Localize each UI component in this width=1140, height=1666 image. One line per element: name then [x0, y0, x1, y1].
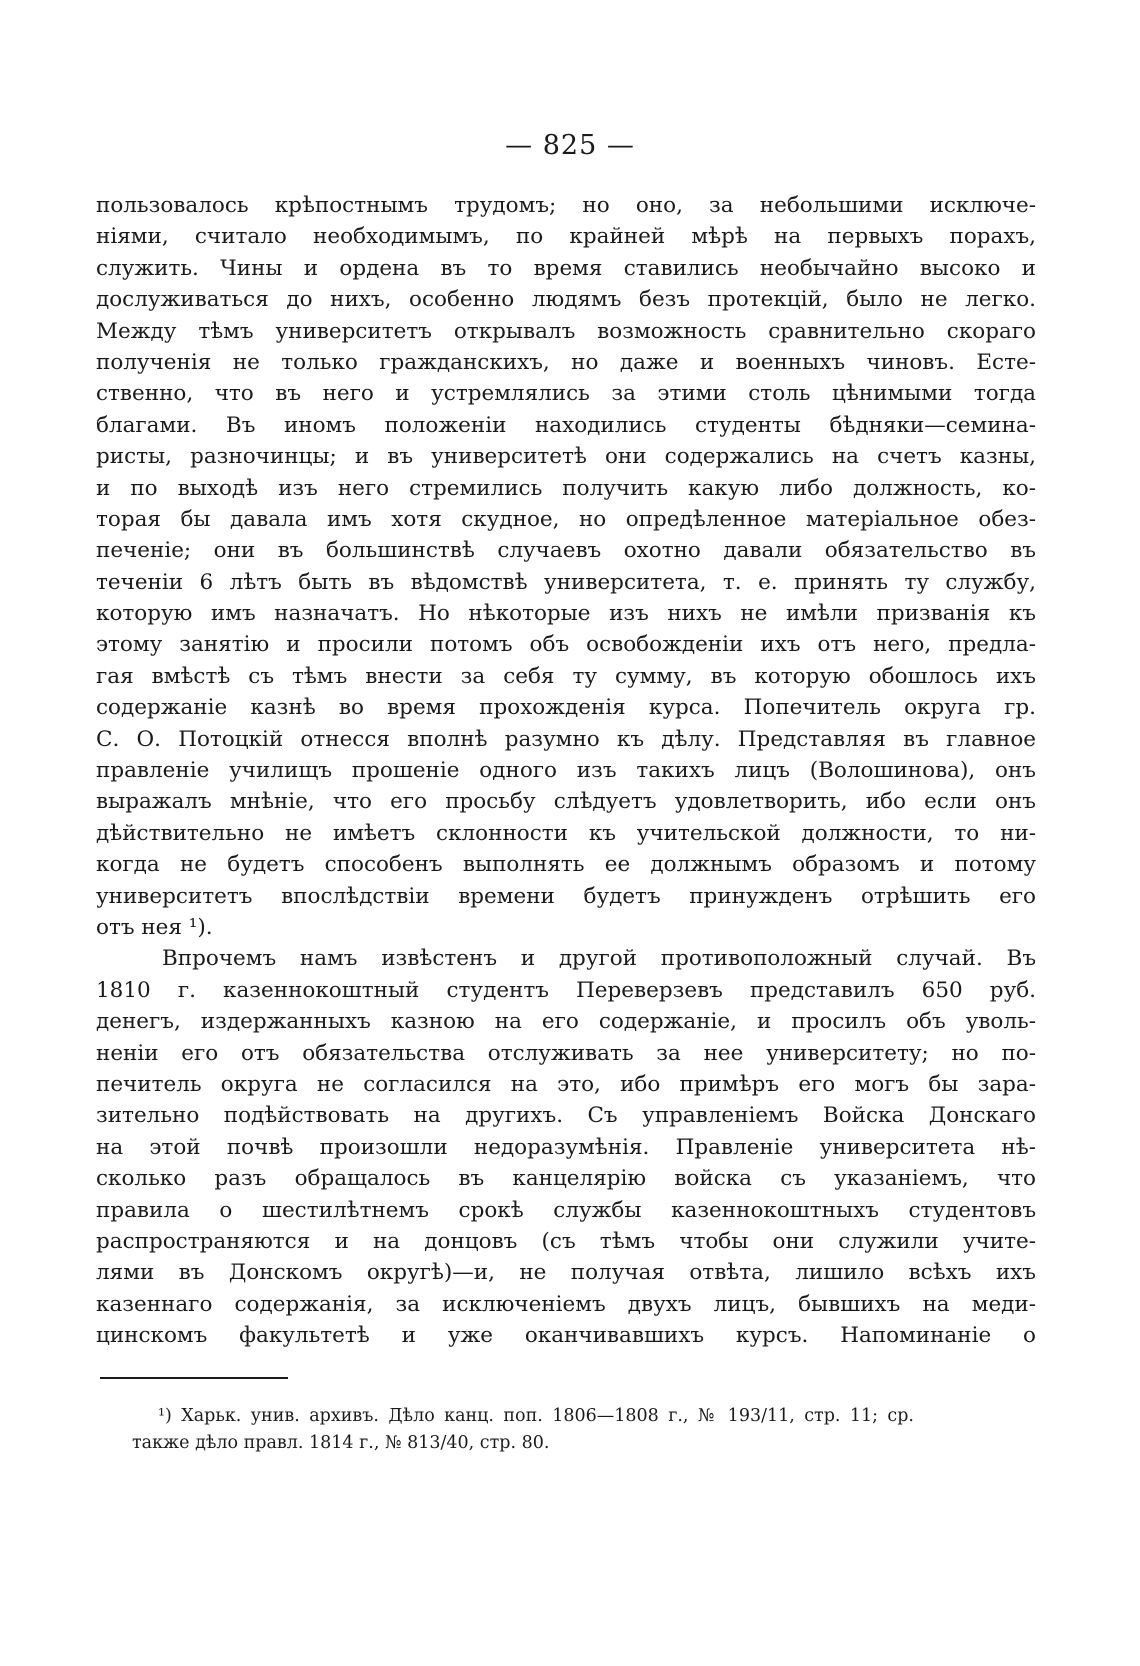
text-line: лями въ Донскомъ округѣ)—и, не получая отвѣта, лишило всѣхъ ихъ [96, 1260, 1036, 1286]
text-line: ристы, разночинцы; и въ университетѣ они содержались на счетъ казны, [96, 444, 1036, 470]
footnote-line: также дѣло правл. 1814 г., № 813/40, стр. 80. [132, 1433, 550, 1453]
text-line: С. О. Потоцкій отнесся вполнѣ разумно къ дѣлу. Представляя въ главное [96, 726, 1036, 752]
text-line: Между тѣмъ университетъ открывалъ возможность сравнительно скораго [96, 318, 1036, 344]
page-number: — 825 — [505, 130, 635, 161]
text-line: денегъ, издержанныхъ казною на его содержаніе, и просилъ объ уволь- [96, 1009, 1036, 1035]
text-line: полученія не только гражданскихъ, но даже и военныхъ чиновъ. Есте- [96, 349, 1036, 375]
body-text [96, 190, 1036, 1351]
text-line: ніями, считало необходимымъ, по крайней мѣрѣ на первыхъ порахъ, [96, 224, 1036, 250]
footnote-divider [100, 1377, 288, 1379]
footnote-line: ¹) Харьк. унив. архивъ. Дѣло канц. поп. 1806—1808 г., № 193/11, стр. 11; ср. [158, 1406, 914, 1426]
text-line: казеннаго содержанія, за исключеніемъ двухъ лицъ, бывшихъ на меди- [96, 1291, 1036, 1317]
text-line: ственно, что въ него и устремлялись за этими столь цѣнимыми тогда [96, 381, 1036, 407]
text-line: служить. Чины и ордена въ то время ставились необычайно высоко и [96, 255, 1036, 281]
text-line: торая бы давала имъ хотя скудное, но опредѣленное матеріальное обез- [96, 506, 1036, 532]
text-line: и по выходѣ изъ него стремились получить какую либо должность, ко- [96, 475, 1036, 501]
paragraph [96, 943, 1036, 1351]
text-line: правила о шестилѣтнемъ срокѣ службы казеннокоштныхъ студентовъ [96, 1197, 1036, 1223]
text-line: печитель округа не согласился на это, ибо примѣръ его могъ бы зара- [96, 1071, 1036, 1097]
text-line: этому занятію и просили потомъ объ освобожденіи ихъ отъ него, предла- [96, 632, 1036, 658]
text-line: гая вмѣстѣ съ тѣмъ внести за себя ту сумму, въ которую обошлось ихъ [96, 663, 1036, 689]
text-line: дѣйствительно не имѣетъ склонности къ учительской должности, то ни- [96, 820, 1036, 846]
text-line: когда не будетъ способенъ выполнять ее должнымъ образомъ и потому [96, 852, 1036, 878]
text-line: распространяются и на донцовъ (съ тѣмъ чтобы они служили учите- [96, 1228, 1036, 1254]
text-line: выражалъ мнѣніе, что его просьбу слѣдуетъ удовлетворить, ибо если онъ [96, 789, 1036, 815]
text-line: зительно подѣйствовать на другихъ. Съ управленіемъ Войска Донскаго [96, 1103, 1036, 1129]
text-line: теченіи 6 лѣтъ быть въ вѣдомствѣ университета, т. е. принять ту службу, [96, 569, 1036, 595]
text-line: на этой почвѣ произошли недоразумѣнія. Правленіе университета нѣ- [96, 1134, 1036, 1160]
text-line: неніи его отъ обязательства отслуживать за нее университету; но по- [96, 1040, 1036, 1066]
text-line: сколько разъ обращалось въ канцелярію войска съ указаніемъ, что [96, 1166, 1036, 1192]
text-line: 1810 г. казеннокоштный студентъ Переверзевъ представилъ 650 руб. [96, 977, 1036, 1003]
paragraph [96, 190, 1036, 943]
text-line: Впрочемъ намъ извѣстенъ и другой противоположный случай. Въ [162, 946, 1036, 972]
text-line: содержаніе казнѣ во время прохожденія курса. Попечитель округа гр. [96, 695, 1036, 721]
text-line: правленіе училищъ прошеніе одного изъ такихъ лицъ (Волошинова), онъ [96, 758, 1036, 784]
text-line: цинскомъ факультетѣ и уже оканчивавшихъ курсъ. Напоминаніе о [96, 1323, 1036, 1349]
text-line: печеніе; они въ большинствѣ случаевъ охотно давали обязательство въ [96, 538, 1036, 564]
text-line: благами. Въ иномъ положеніи находились студенты бѣдняки—семина- [96, 412, 1036, 438]
text-line: дослуживаться до нихъ, особенно людямъ безъ протекцій, было не легко. [96, 287, 1036, 313]
text-line: которую имъ назначатъ. Но нѣкоторые изъ нихъ не имѣли призванія къ [96, 601, 1036, 627]
text-line: университетъ впослѣдствіи времени будетъ принужденъ отрѣшить его [96, 883, 1036, 909]
text-line-footnote-ref: отъ нея ¹). [96, 914, 213, 940]
footnote [132, 1403, 914, 1457]
text-line: пользовалось крѣпостнымъ трудомъ; но оно, за небольшими исключе- [96, 193, 1036, 218]
